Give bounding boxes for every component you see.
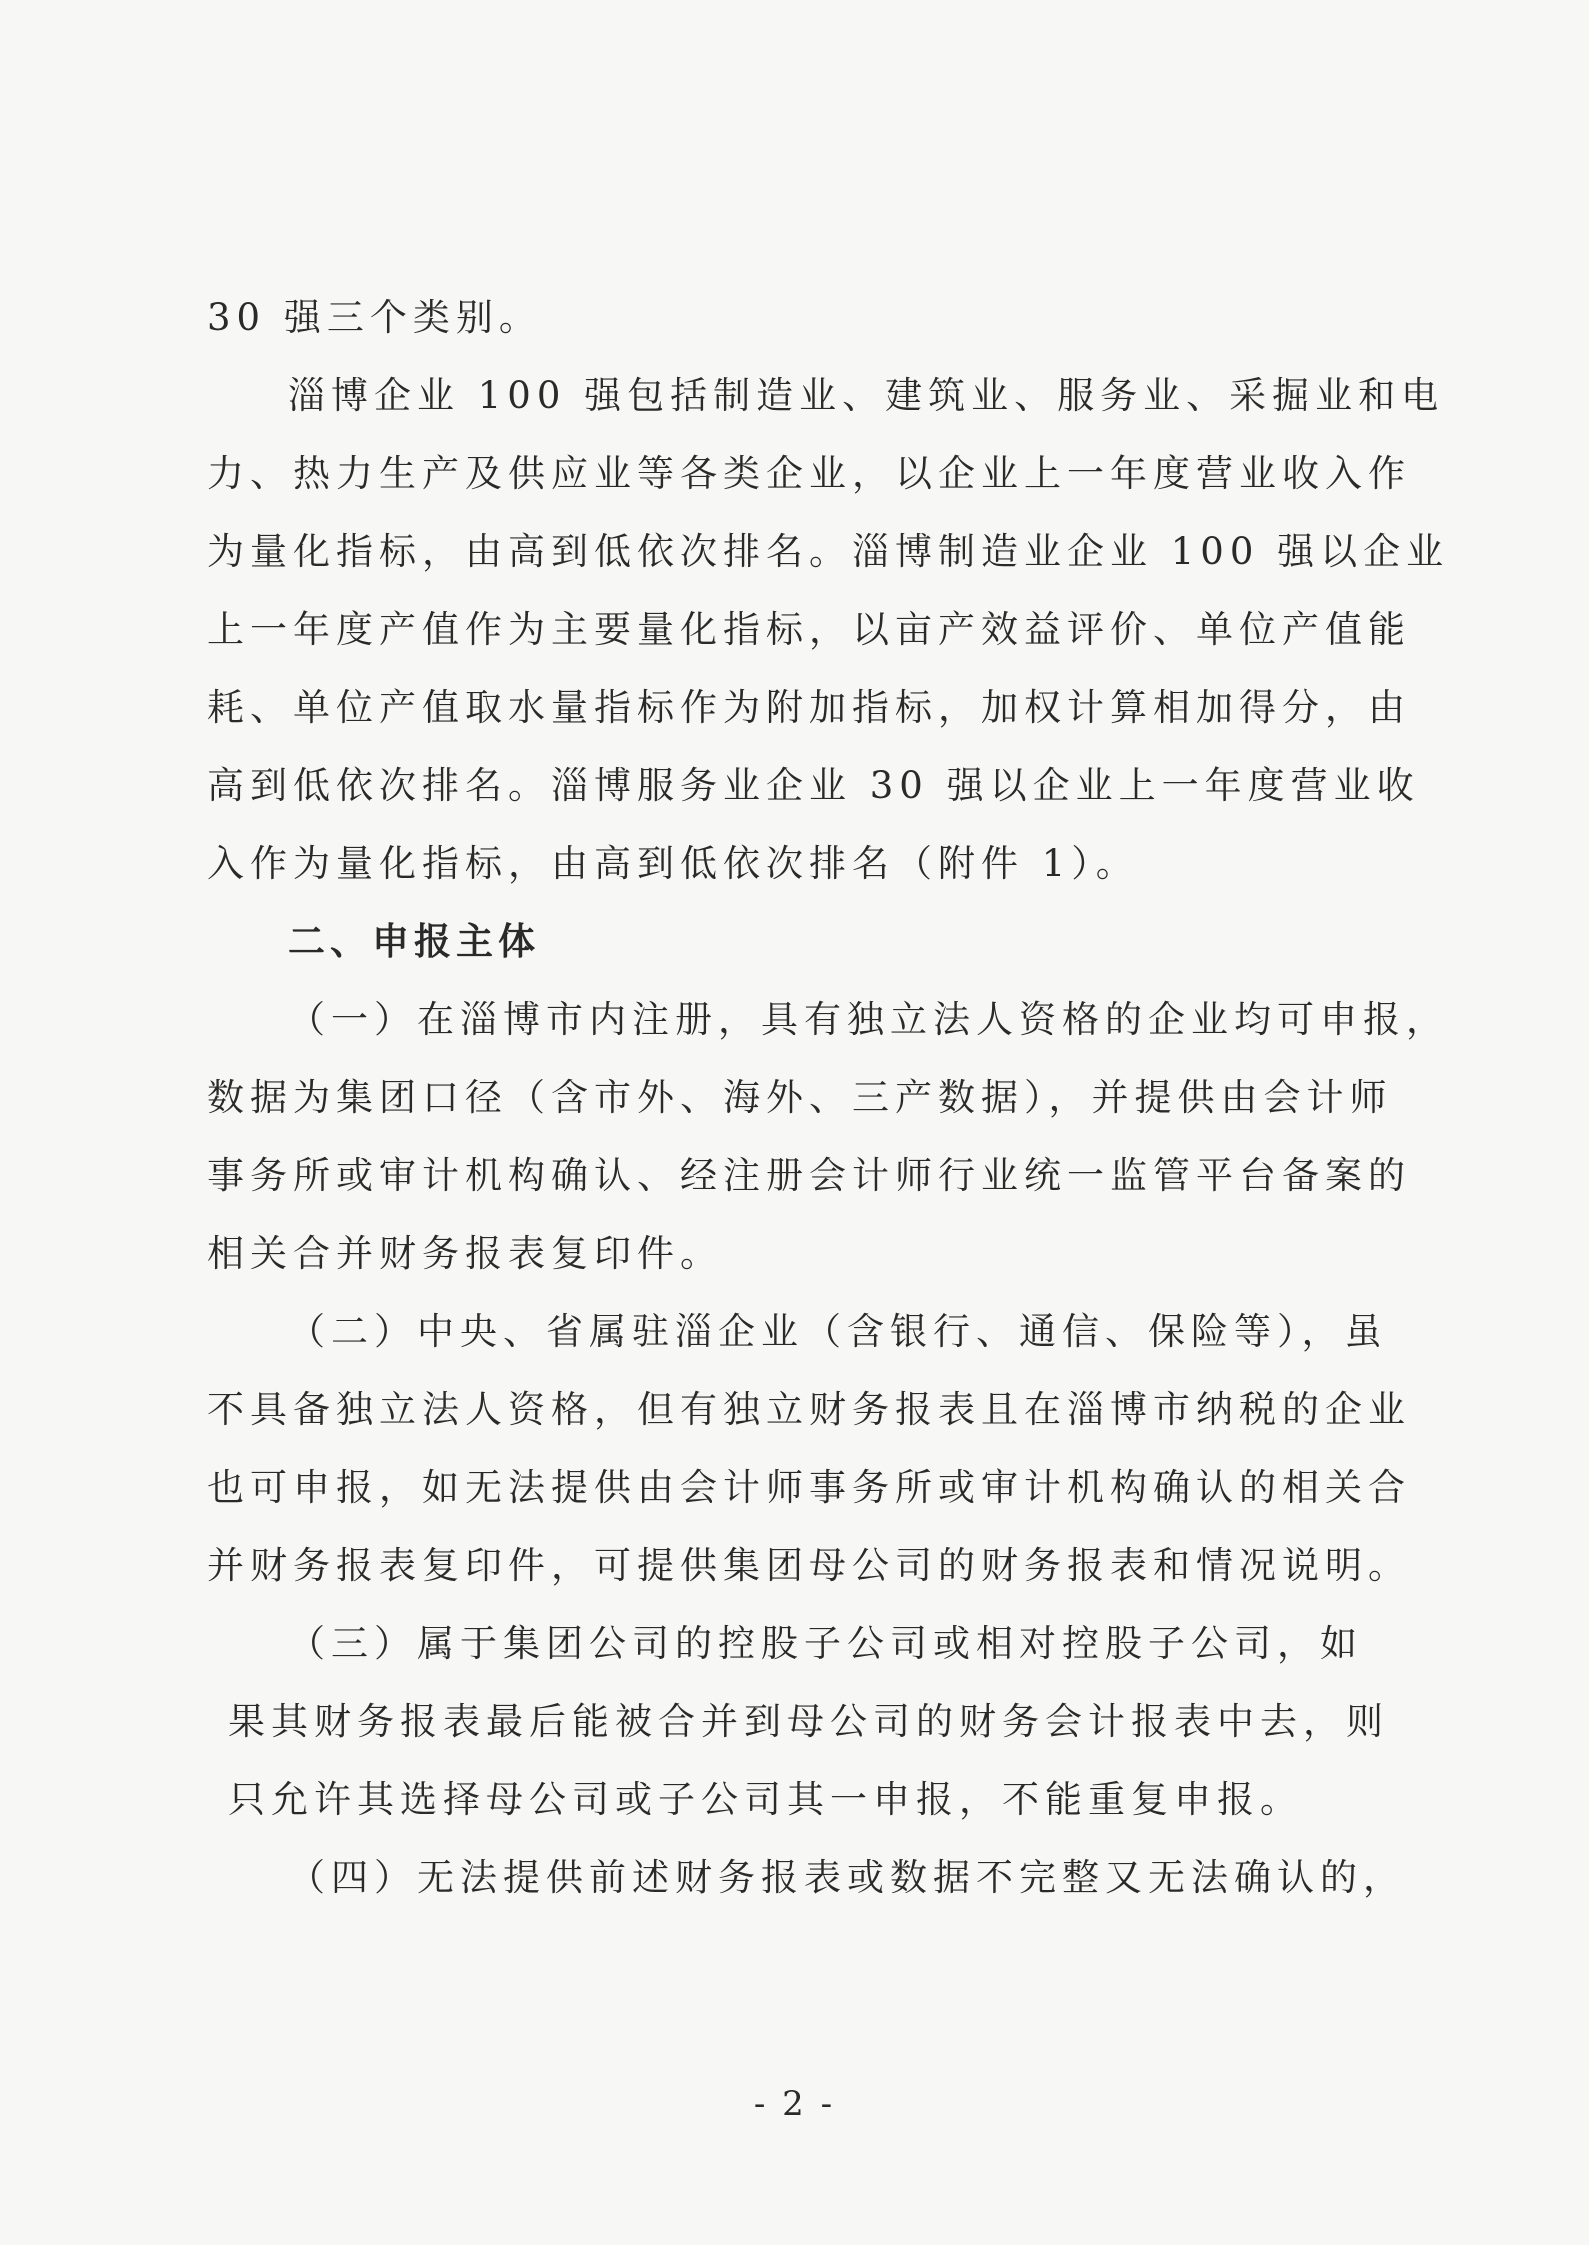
text-line: 淄博企业 100 强包括制造业、建筑业、服务业、采掘业和电 bbox=[288, 374, 1445, 417]
section-heading: 二、申报主体 bbox=[288, 920, 540, 963]
text-line: 相关合并财务报表复印件。 bbox=[207, 1232, 723, 1275]
text-line: 果其财务报表最后能被合并到母公司的财务会计报表中去，则 bbox=[228, 1700, 1389, 1743]
text-line: 上一年度产值作为主要量化指标，以亩产效益评价、单位产值能 bbox=[207, 608, 1411, 651]
text-line: 只允许其选择母公司或子公司其一申报，不能重复申报。 bbox=[228, 1778, 1303, 1821]
text-line: 30 强三个类别。 bbox=[207, 296, 542, 339]
text-line: 也可申报，如无法提供由会计师事务所或审计机构确认的相关合 bbox=[207, 1466, 1411, 1509]
text-line: （四）无法提供前述财务报表或数据不完整又无法确认的， bbox=[288, 1856, 1406, 1899]
text-line: 数据为集团口径（含市外、海外、三产数据），并提供由会计师 bbox=[207, 1076, 1393, 1119]
text-line: 为量化指标，由高到低依次排名。淄博制造业企业 100 强以企业 bbox=[207, 530, 1450, 573]
text-line: 并财务报表复印件，可提供集团母公司的财务报表和情况说明。 bbox=[207, 1544, 1411, 1587]
text-line: 高到低依次排名。淄博服务业企业 30 强以企业上一年度营业收 bbox=[207, 764, 1420, 807]
text-line: 力、热力生产及供应业等各类企业，以企业上一年度营业收入作 bbox=[207, 452, 1411, 495]
text-line: （一）在淄博市内注册，具有独立法人资格的企业均可申报， bbox=[288, 998, 1449, 1041]
page-number: - 2 - bbox=[753, 2084, 836, 2124]
text-line: 事务所或审计机构确认、经注册会计师行业统一监管平台备案的 bbox=[207, 1154, 1411, 1197]
text-line: （三）属于集团公司的控股子公司或相对控股子公司，如 bbox=[288, 1622, 1363, 1665]
text-line: 不具备独立法人资格，但有独立财务报表且在淄博市纳税的企业 bbox=[207, 1388, 1411, 1431]
text-line: 耗、单位产值取水量指标作为附加指标，加权计算相加得分，由 bbox=[207, 686, 1411, 729]
text-line: 入作为量化指标，由高到低依次排名（附件 1）。 bbox=[207, 842, 1139, 885]
text-line: （二）中央、省属驻淄企业（含银行、通信、保险等），虽 bbox=[288, 1310, 1388, 1353]
